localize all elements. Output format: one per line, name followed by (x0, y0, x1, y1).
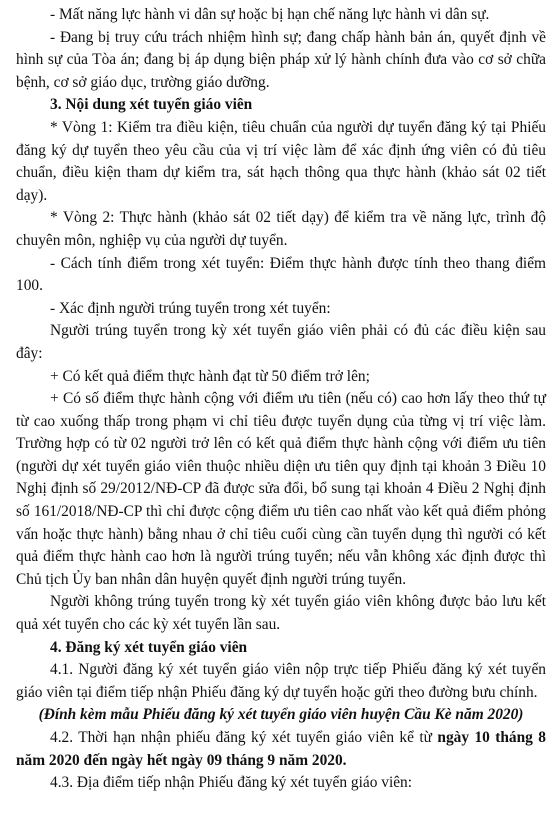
paragraph-scoring: - Cách tính điểm trong xét tuyển: Điểm thực hành được tính theo thang điểm 100. (16, 254, 546, 295)
paragraph-round-2: * Vòng 2: Thực hành (khảo sát 02 tiết dạy) để kiểm tra về năng lực, trình độ chuyên môn, nghiệp vụ của người dự tuyển. (16, 209, 546, 249)
paragraph-disqualification-criminal: - Đang bị truy cứu trách nhiệm hình sự; đang chấp hành bản án, quyết định về hình sự của Tòa án; đang bị áp dụng biện pháp xử lý hành chính đưa vào cơ sở chữa bệnh, cơ sở giáo dục, trường giáo dưỡng. (16, 28, 546, 91)
paragraph-4-2-deadline: ngày 10 tháng 8 năm 2020 đến ngày hết ngày 09 tháng 9 năm 2020. (16, 729, 546, 769)
attachment-note: (Đính kèm mẫu Phiếu đăng ký xét tuyển giáo viên huyện Cầu Kè năm 2020) (38, 706, 524, 724)
paragraph-no-reservation: Người không trúng tuyển trong kỳ xét tuyển giáo viên không được bảo lưu kết quả xét tuyển cho các kỳ xét tuyển lần sau. (16, 593, 546, 634)
section-heading-3: 3. Nội dung xét tuyển giáo viên (50, 96, 253, 114)
paragraph-winner-determination: - Xác định người trúng tuyển trong xét tuyển: (50, 299, 331, 317)
paragraph-winner-conditions: Người trúng tuyển trong kỳ xét tuyển giáo viên phải có đủ các điều kiện sau đây: (16, 322, 546, 362)
paragraph-4-2 (16, 727, 546, 772)
section-heading-4: 4. Đăng ký xét tuyển giáo viên (50, 638, 248, 656)
paragraph-4-3: 4.3. Địa điểm tiếp nhận Phiếu đăng ký xét tuyển giáo viên: (50, 774, 413, 792)
paragraph-4-1: 4.1. Người đăng ký xét tuyển giáo viên nộp trực tiếp Phiếu đăng ký xét tuyển giáo viên tại điểm tiếp nhận Phiếu đăng ký dự tuyển hoặc gửi theo đường bưu chính. (16, 661, 546, 701)
paragraph-condition-score: + Có kết quả điểm thực hành đạt từ 50 điểm trở lên; (50, 367, 370, 385)
paragraph-condition-priority: + Có số điểm thực hành cộng với điểm ưu tiên (nếu có) cao hơn lấy theo thứ tự từ cao xuống thấp trong phạm vi chỉ tiêu được tuyển dụng của từng vị trí việc làm. Trường hợp có từ 02 người trở lên có kết quả điểm thực hành cộng với điểm ưu tiên (người dự xét tuyển giáo viên thuộc nhiều diện ưu tiên quy định tại khoản 3 Điều 10 Nghị định số 29/2012/NĐ-CP đã được sửa đổi, bổ sung tại khoản 4 Điều 2 Nghị định số 161/2018/NĐ-CP thì chỉ được cộng điểm ưu tiên cao nhất vào kết quả điểm phỏng vấn hoặc thực hành) bằng nhau ở chỉ tiêu cuối cùng cần tuyển dụng thì người có kết quả điểm thực hành cao hơn là người trúng tuyển; nếu vẫn không xác định được thì Chủ tịch Ủy ban nhân dân huyện quyết định người trúng tuyển. (16, 390, 546, 588)
paragraph-round-1: * Vòng 1: Kiểm tra điều kiện, tiêu chuẩn của người dự tuyển đăng ký tại Phiếu đăng ký dự tuyển theo yêu cầu của vị trí việc làm để xác định ứng viên có đủ tiêu chuẩn, điều kiện tham dự kiểm tra, sát hạch thông qua thực hành (khảo sát 02 tiết dạy). (16, 118, 546, 204)
paragraph-4-2-text: 4.2. Thời hạn nhận phiếu đăng ký xét tuyển giáo viên kể từ (50, 729, 438, 746)
paragraph-disqualification-civil: - Mất năng lực hành vi dân sự hoặc bị hạn chế năng lực hành vi dân sự. (50, 6, 490, 23)
